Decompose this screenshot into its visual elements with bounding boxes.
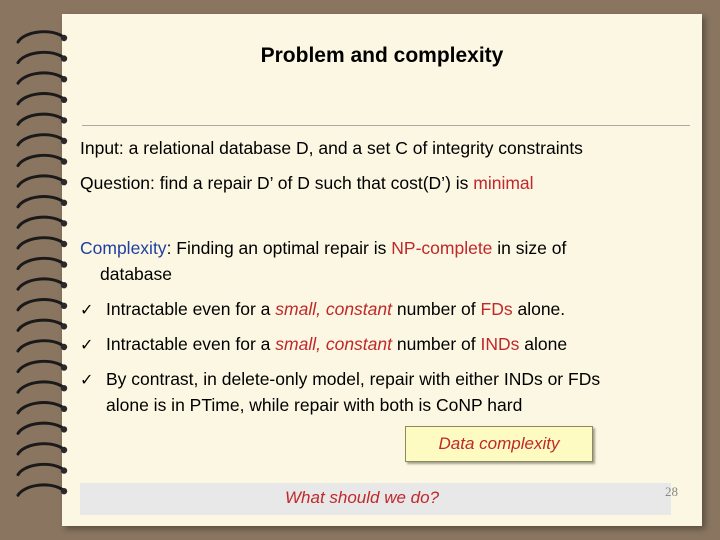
bullet-2-emphasis: small, constant	[275, 334, 392, 354]
spiral-ring	[18, 217, 62, 227]
complexity-text: : Finding an optimal repair is	[166, 238, 392, 258]
complexity-emphasis: NP-complete	[391, 238, 493, 258]
spiral-ring	[18, 382, 62, 392]
spiral-hole	[61, 76, 67, 82]
bottom-question-bar	[80, 483, 671, 515]
spiral-ring	[18, 94, 62, 104]
spiral-ring	[18, 32, 62, 42]
bullet-1-mid: number of	[392, 299, 481, 319]
bullet-2-inds: INDs	[480, 334, 520, 354]
callout-text: Data complexity	[438, 434, 560, 453]
input-line: Input: a relational database D, and a set C of integrity constraints	[80, 138, 583, 158]
slide-number: 28	[665, 484, 678, 499]
spiral-hole	[61, 241, 67, 247]
spiral-ring	[18, 73, 62, 83]
checkmark-icon: ✓	[80, 370, 94, 389]
spiral-hole	[61, 179, 67, 185]
spiral-ring	[18, 114, 62, 124]
bullet-2-mid: number of	[392, 334, 481, 354]
question-line	[80, 173, 534, 194]
spiral-ring	[18, 361, 62, 371]
spiral-hole	[61, 406, 67, 412]
spiral-hole	[61, 220, 67, 226]
spiral-hole	[61, 261, 67, 267]
bullet-1-fds: FDs	[480, 299, 513, 319]
spiral-ring	[18, 300, 62, 310]
bullet-1	[106, 299, 565, 320]
spiral-hole	[61, 385, 67, 391]
spiral-hole	[61, 200, 67, 206]
bullet-2-text: Intractable even for a	[106, 334, 276, 354]
spiral-hole	[61, 426, 67, 432]
bullet-1-emphasis: small, constant	[275, 299, 392, 319]
spiral-hole	[61, 35, 67, 41]
question-text: Question: find a repair D’ of D such that cost(D’) is	[80, 173, 474, 193]
spiral-ring	[18, 52, 62, 62]
checkmark-icon: ✓	[80, 300, 94, 319]
spiral-hole	[61, 364, 67, 370]
bullet-1-end: alone.	[512, 299, 566, 319]
spiral-hole	[61, 117, 67, 123]
complexity-line-2: database	[100, 264, 173, 284]
spiral-ring	[18, 135, 62, 145]
bullet-1-text: Intractable even for a	[106, 299, 276, 319]
spiral-hole	[61, 467, 67, 473]
spiral-hole	[61, 488, 67, 494]
spiral-hole	[61, 323, 67, 329]
spiral-ring	[18, 403, 62, 413]
spiral-hole	[61, 97, 67, 103]
spiral-ring	[18, 279, 62, 289]
complexity-label: Complexity	[80, 238, 167, 258]
data-complexity-callout	[405, 426, 593, 462]
spiral-binding-icon	[0, 0, 80, 540]
spiral-ring	[18, 341, 62, 351]
complexity-tail: in size of	[492, 238, 567, 258]
bullet-3-line-2: alone is in PTime, while repair with both is CoNP hard	[106, 395, 523, 415]
spiral-ring	[18, 258, 62, 268]
spiral-ring	[18, 320, 62, 330]
spiral-ring	[18, 155, 62, 165]
spiral-ring	[18, 444, 62, 454]
spiral-hole	[61, 447, 67, 453]
complexity-line	[80, 238, 566, 259]
spiral-ring	[18, 176, 62, 186]
spiral-hole	[61, 282, 67, 288]
bullet-3-line-1: By contrast, in delete-only model, repair with either INDs or FDs	[106, 369, 601, 389]
spiral-ring	[18, 238, 62, 248]
spiral-ring	[18, 464, 62, 474]
slide-title: Problem and complexity	[260, 44, 504, 67]
spiral-hole	[61, 303, 67, 309]
bullet-2-end: alone	[519, 334, 568, 354]
checkmark-icon: ✓	[80, 335, 94, 354]
spiral-hole	[61, 158, 67, 164]
title-divider	[82, 125, 690, 126]
spiral-ring	[18, 197, 62, 207]
question-emphasis: minimal	[473, 173, 534, 193]
spiral-ring	[18, 423, 62, 433]
spiral-ring	[18, 485, 62, 495]
bottom-question: What should we do?	[285, 488, 440, 507]
spiral-hole	[61, 138, 67, 144]
bullet-2	[106, 334, 567, 355]
spiral-hole	[61, 344, 67, 350]
